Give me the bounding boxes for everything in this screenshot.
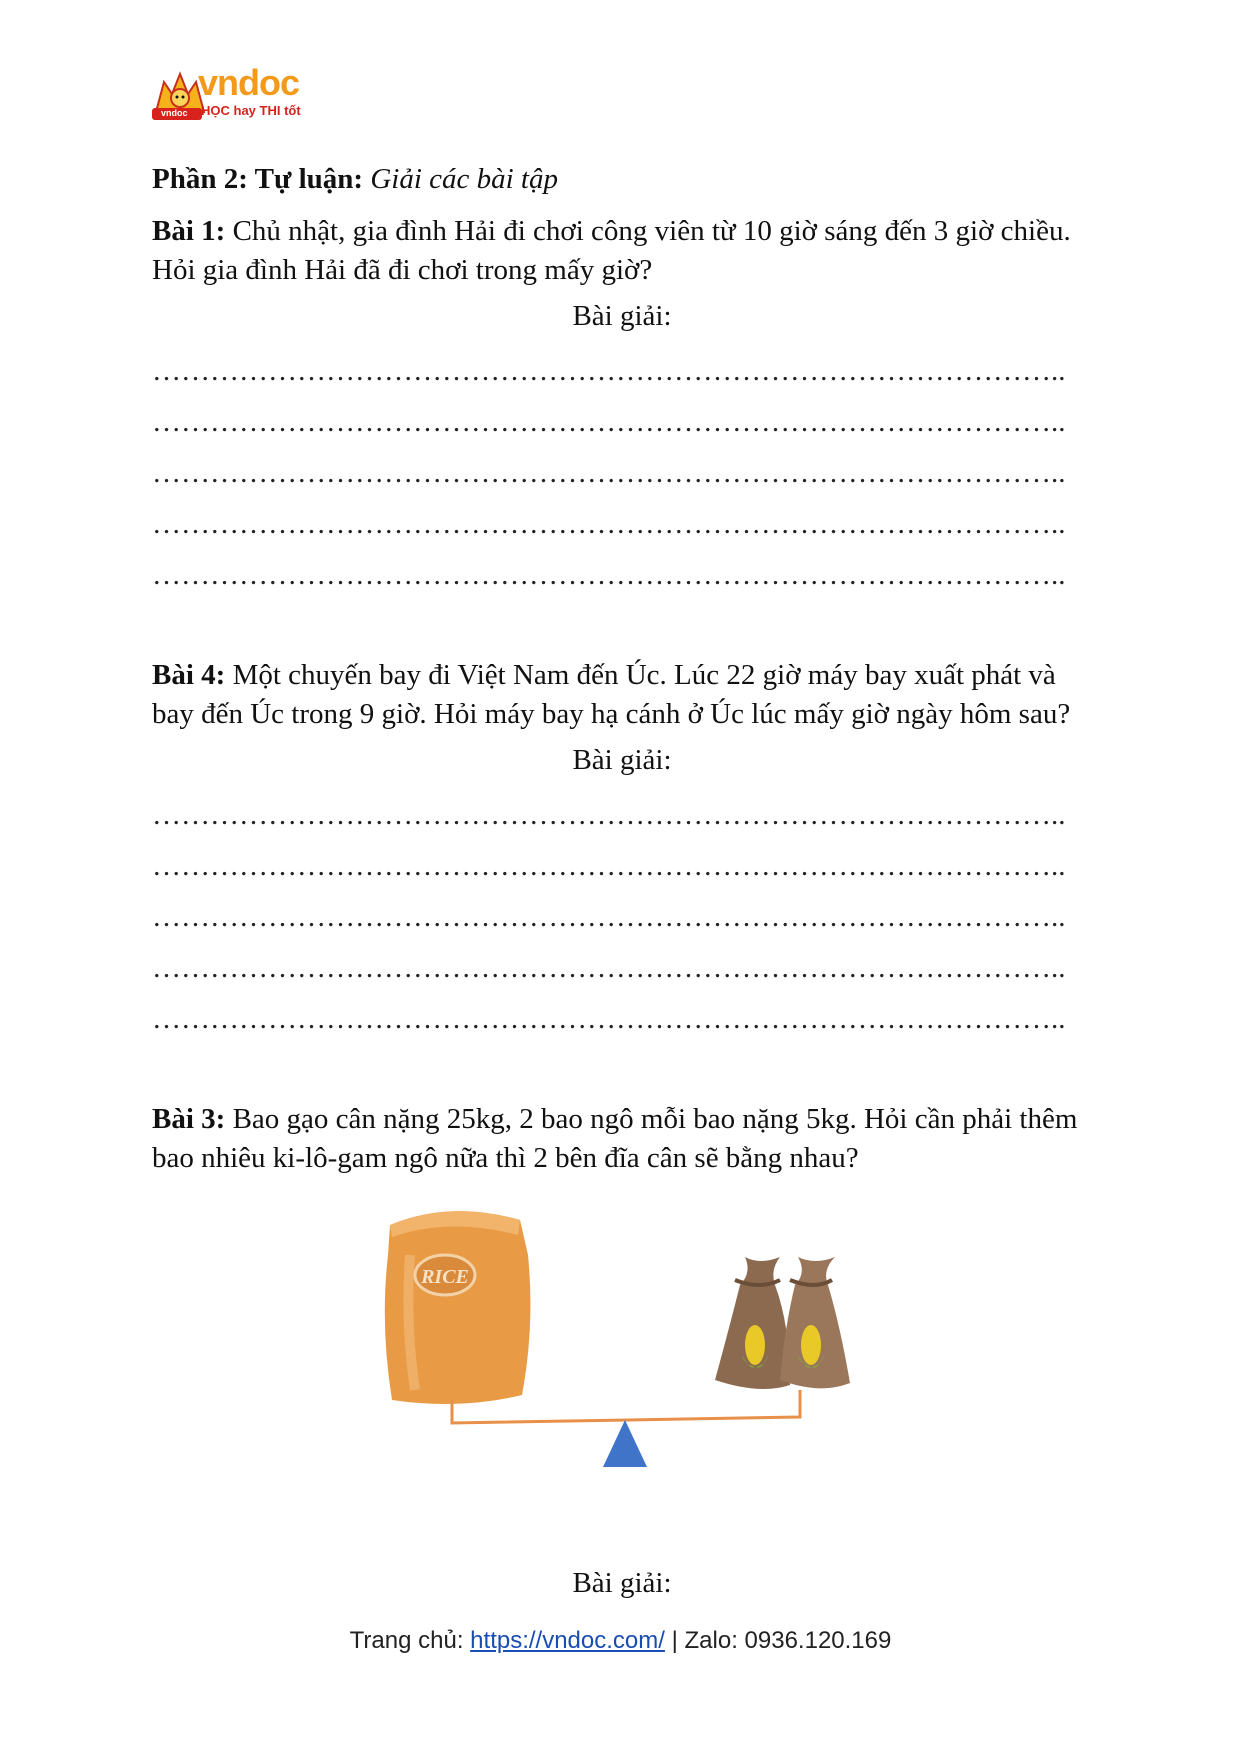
answer-line[interactable]: …………………………………………………………………………………..	[152, 952, 1066, 984]
footer-homepage-link[interactable]: https://vndoc.com/	[470, 1627, 665, 1654]
answer-line[interactable]: …………………………………………………………………………………..	[152, 559, 1066, 591]
problem-3-label: Bài 3:	[152, 1103, 226, 1135]
rice-bag-icon	[385, 1211, 531, 1404]
footer-prefix: Trang chủ:	[349, 1627, 471, 1654]
problem-1-solution-label: Bài giải:	[572, 300, 672, 332]
rice-bag-label: RICE	[421, 1266, 469, 1288]
problem-3	[152, 1100, 1092, 1178]
logo-tagline: HỌC hay THI tốt	[201, 103, 301, 118]
answer-line[interactable]: …………………………………………………………………………………..	[152, 850, 1066, 882]
logo-badge-text: vndoc	[161, 108, 188, 118]
answer-line[interactable]: …………………………………………………………………………………..	[152, 457, 1066, 489]
corn-sack-icon	[715, 1257, 790, 1389]
problem-1-text1: Chủ nhật, gia đình Hải đi chơi công viên từ 10 giờ sáng đến 3 giờ chiều.	[232, 215, 1071, 247]
section-heading	[152, 160, 1092, 199]
problem-3-text2: bao nhiêu ki-lô-gam ngô nữa thì 2 bên đĩa cân sẽ bằng nhau?	[152, 1142, 859, 1174]
section-heading-bold: Phần 2: Tự luận:	[152, 163, 364, 195]
problem-4	[152, 656, 1092, 734]
answer-line[interactable]: …………………………………………………………………………………..	[152, 355, 1066, 387]
problem-1	[152, 212, 1092, 290]
problem-4-solution-label: Bài giải:	[572, 744, 672, 776]
problem-3-line1	[152, 1100, 1092, 1139]
problem-3-solution-label: Bài giải:	[572, 1567, 672, 1599]
problem-4-label: Bài 4:	[152, 659, 226, 691]
problem-4-text2: bay đến Úc trong 9 giờ. Hỏi máy bay hạ cánh ở Úc lúc mấy giờ ngày hôm sau?	[152, 698, 1071, 730]
scale-fulcrum-icon	[603, 1420, 647, 1467]
answer-line[interactable]: …………………………………………………………………………………..	[152, 799, 1066, 831]
answer-line[interactable]: …………………………………………………………………………………..	[152, 508, 1066, 540]
problem-4-text1: Một chuyến bay đi Việt Nam đến Úc. Lúc 22 giờ máy bay xuất phát và	[232, 659, 1056, 691]
section-heading-italic: Giải các bài tập	[370, 163, 558, 195]
corn-sack-icon	[780, 1257, 850, 1388]
footer-suffix: | Zalo: 0936.120.169	[664, 1627, 892, 1654]
problem-1-line1	[152, 212, 1092, 251]
problem-1-label: Bài 1:	[152, 215, 226, 247]
balance-scale-illustration	[370, 1195, 890, 1495]
answer-line[interactable]: …………………………………………………………………………………..	[152, 901, 1066, 933]
problem-4-line1	[152, 656, 1092, 695]
answer-line[interactable]: …………………………………………………………………………………..	[152, 1003, 1066, 1035]
problem-3-text1: Bao gạo cân nặng 25kg, 2 bao ngô mỗi bao nặng 5kg. Hỏi cần phải thêm	[232, 1103, 1078, 1135]
page-footer	[0, 1627, 1241, 1655]
logo-brand: vndoc	[198, 62, 300, 103]
problem-1-text2: Hỏi gia đình Hải đã đi chơi trong mấy giờ?	[152, 254, 653, 286]
answer-line[interactable]: …………………………………………………………………………………..	[152, 406, 1066, 438]
